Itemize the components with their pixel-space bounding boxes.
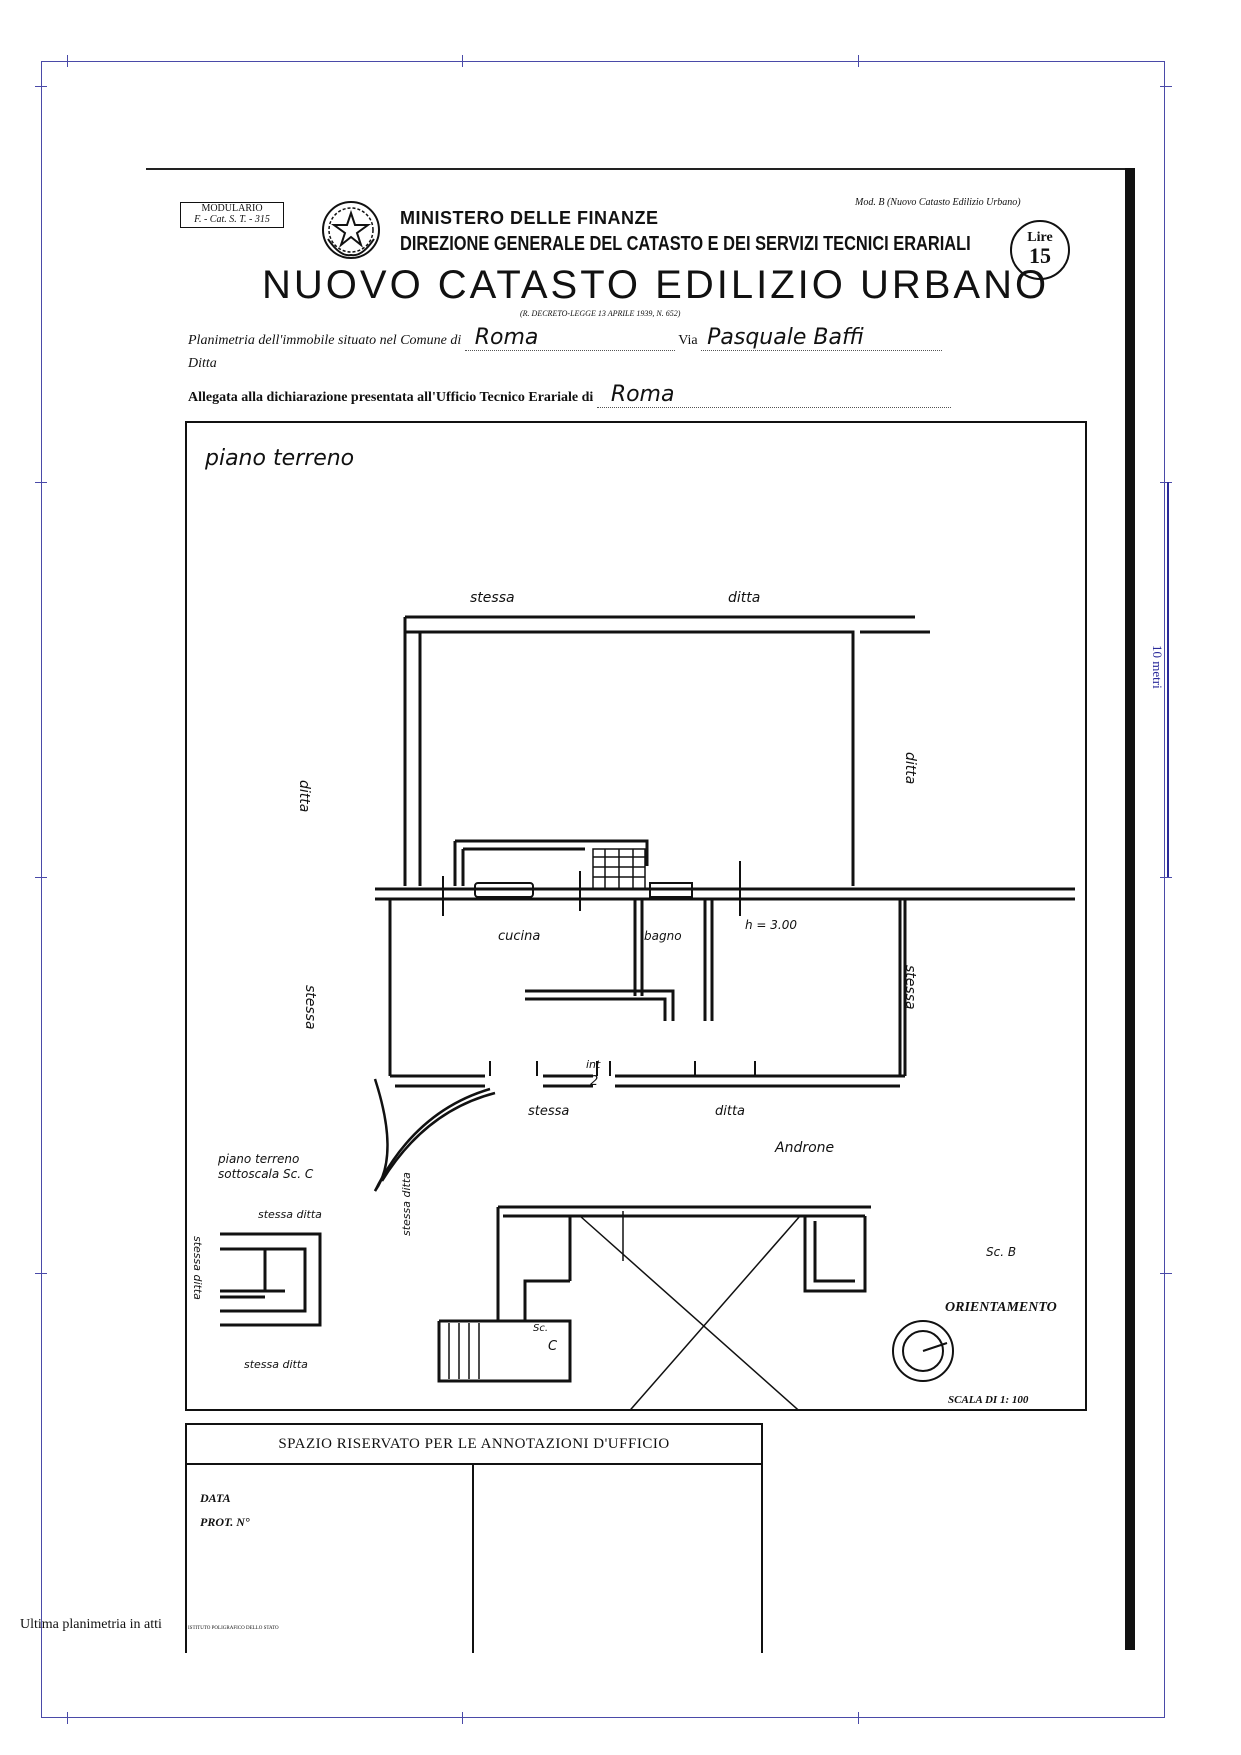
modulario-line2: F. - Cat. S. T. - 315 bbox=[194, 214, 270, 225]
planimetria-label: Planimetria dell'immobile situato nel Comune di bbox=[188, 333, 462, 348]
direzione-title: DIREZIONE GENERALE DEL CATASTO E DEI SERVIZI TECNICI ERARIALI bbox=[400, 233, 971, 255]
annotation-header: SPAZIO RISERVATO PER LE ANNOTAZIONI D'UFFICIO bbox=[185, 1423, 763, 1465]
label-cucina: cucina bbox=[498, 929, 541, 944]
main-walls bbox=[375, 617, 1075, 1086]
ditta-line bbox=[188, 356, 217, 372]
frame-tick bbox=[462, 1712, 463, 1724]
androne-diagonals bbox=[580, 1211, 805, 1411]
label-sub-right: stessa ditta bbox=[400, 1172, 413, 1236]
stairs-top bbox=[593, 849, 645, 889]
ministero-title: MINISTERO DELLE FINANZE bbox=[400, 208, 659, 228]
wall bbox=[615, 1076, 905, 1086]
frame-tick bbox=[858, 1712, 859, 1724]
label-int-number: 2 bbox=[590, 1074, 599, 1089]
label-sub-left: stessa ditta bbox=[191, 1236, 204, 1300]
via-label: Via bbox=[678, 333, 698, 348]
wall bbox=[525, 991, 673, 1021]
frame-tick bbox=[1160, 482, 1172, 483]
modulario-box bbox=[180, 202, 284, 228]
frame-tick bbox=[67, 55, 68, 67]
allegata-label: Allegata alla dichiarazione presentata all'Ufficio Tecnico Erariale di bbox=[188, 390, 594, 405]
stairs-sc-c bbox=[449, 1323, 479, 1379]
label-scala: SCALA DI 1: 100 bbox=[948, 1394, 1029, 1406]
label-left-stessa: stessa bbox=[302, 985, 318, 1030]
label-sub-title-2: sottoscala Sc. C bbox=[218, 1167, 314, 1181]
nuovo-catasto-title: NUOVO CATASTO EDILIZIO URBANO bbox=[262, 263, 1050, 307]
label-bottom-ditta: ditta bbox=[715, 1104, 746, 1119]
frame-tick bbox=[858, 55, 859, 67]
wall bbox=[543, 1076, 593, 1086]
label-sc-c-1: Sc. bbox=[533, 1323, 549, 1334]
label-sub-top: stessa ditta bbox=[258, 1208, 322, 1221]
frame-tick bbox=[1160, 877, 1172, 878]
frame-tick bbox=[35, 1273, 47, 1274]
decreto-reference: (R. DECRETO-LEGGE 13 APRILE 1939, N. 652) bbox=[520, 309, 681, 318]
footer-note: Ultima planimetria in atti bbox=[20, 1617, 162, 1632]
scale-bar-label: 10 metri bbox=[1150, 645, 1165, 689]
label-bottom-stessa: stessa bbox=[528, 1104, 570, 1119]
wall bbox=[705, 899, 712, 1021]
lire-label: Lire bbox=[1027, 230, 1053, 245]
frame-tick bbox=[462, 55, 463, 67]
label-sc-b: Sc. B bbox=[986, 1245, 1017, 1259]
modulario-line1: MODULARIO bbox=[201, 203, 263, 214]
wall bbox=[463, 849, 585, 886]
label-left-ditta: ditta bbox=[296, 780, 312, 813]
floor-title: piano terreno bbox=[205, 446, 355, 471]
annotation-divider bbox=[472, 1465, 474, 1653]
frame-tick bbox=[35, 86, 47, 87]
mod-b-label: Mod. B (Nuovo Catasto Edilizio Urbano) bbox=[855, 197, 1021, 208]
printer-label: ISTITUTO POLIGRAFICO DELLO STATO bbox=[188, 1626, 279, 1631]
scale-bar bbox=[1167, 482, 1169, 877]
frame-tick bbox=[1160, 86, 1172, 87]
label-sub-title-1: piano terreno bbox=[218, 1152, 300, 1166]
label-height: h = 3.00 bbox=[745, 918, 798, 932]
sottoscala-walls bbox=[220, 1234, 320, 1325]
comune-value: Roma bbox=[465, 325, 675, 351]
label-top-stessa: stessa bbox=[470, 590, 515, 606]
lire-value: 15 bbox=[1029, 243, 1051, 268]
sheet-top-edge bbox=[146, 168, 1128, 170]
prot-label: PROT. N° bbox=[200, 1515, 250, 1529]
label-top-ditta: ditta bbox=[728, 590, 761, 606]
planimetria-line bbox=[188, 325, 942, 351]
ditta-label: Ditta bbox=[188, 356, 217, 371]
data-label: DATA bbox=[200, 1491, 231, 1505]
emblem-icon bbox=[320, 199, 382, 261]
via-value: Pasquale Baffi bbox=[701, 325, 942, 351]
curved-wall bbox=[375, 1079, 495, 1191]
label-orientamento: ORIENTAMENTO bbox=[945, 1300, 1057, 1315]
frame-tick bbox=[35, 877, 47, 878]
wall bbox=[635, 899, 642, 996]
label-int: int bbox=[586, 1058, 601, 1071]
frame-tick bbox=[35, 482, 47, 483]
label-bagno: bagno bbox=[644, 929, 682, 943]
label-right-stessa: stessa bbox=[902, 965, 918, 1010]
lire-stamp bbox=[1010, 220, 1070, 280]
openings bbox=[443, 861, 755, 1076]
label-androne: Androne bbox=[775, 1140, 835, 1156]
compass-icon bbox=[893, 1321, 953, 1381]
floor-plan-drawing bbox=[185, 421, 1087, 1411]
sheet-right-edge bbox=[1125, 168, 1135, 1650]
frame-tick bbox=[1160, 1273, 1172, 1274]
label-sc-c-2: C bbox=[548, 1339, 558, 1354]
ufficio-value: Roma bbox=[597, 382, 951, 408]
allegata-line bbox=[188, 382, 951, 408]
label-sub-bottom: stessa ditta bbox=[244, 1358, 308, 1371]
label-right-ditta: ditta bbox=[902, 752, 918, 785]
androne-walls bbox=[439, 1207, 871, 1381]
frame-tick bbox=[67, 1712, 68, 1724]
